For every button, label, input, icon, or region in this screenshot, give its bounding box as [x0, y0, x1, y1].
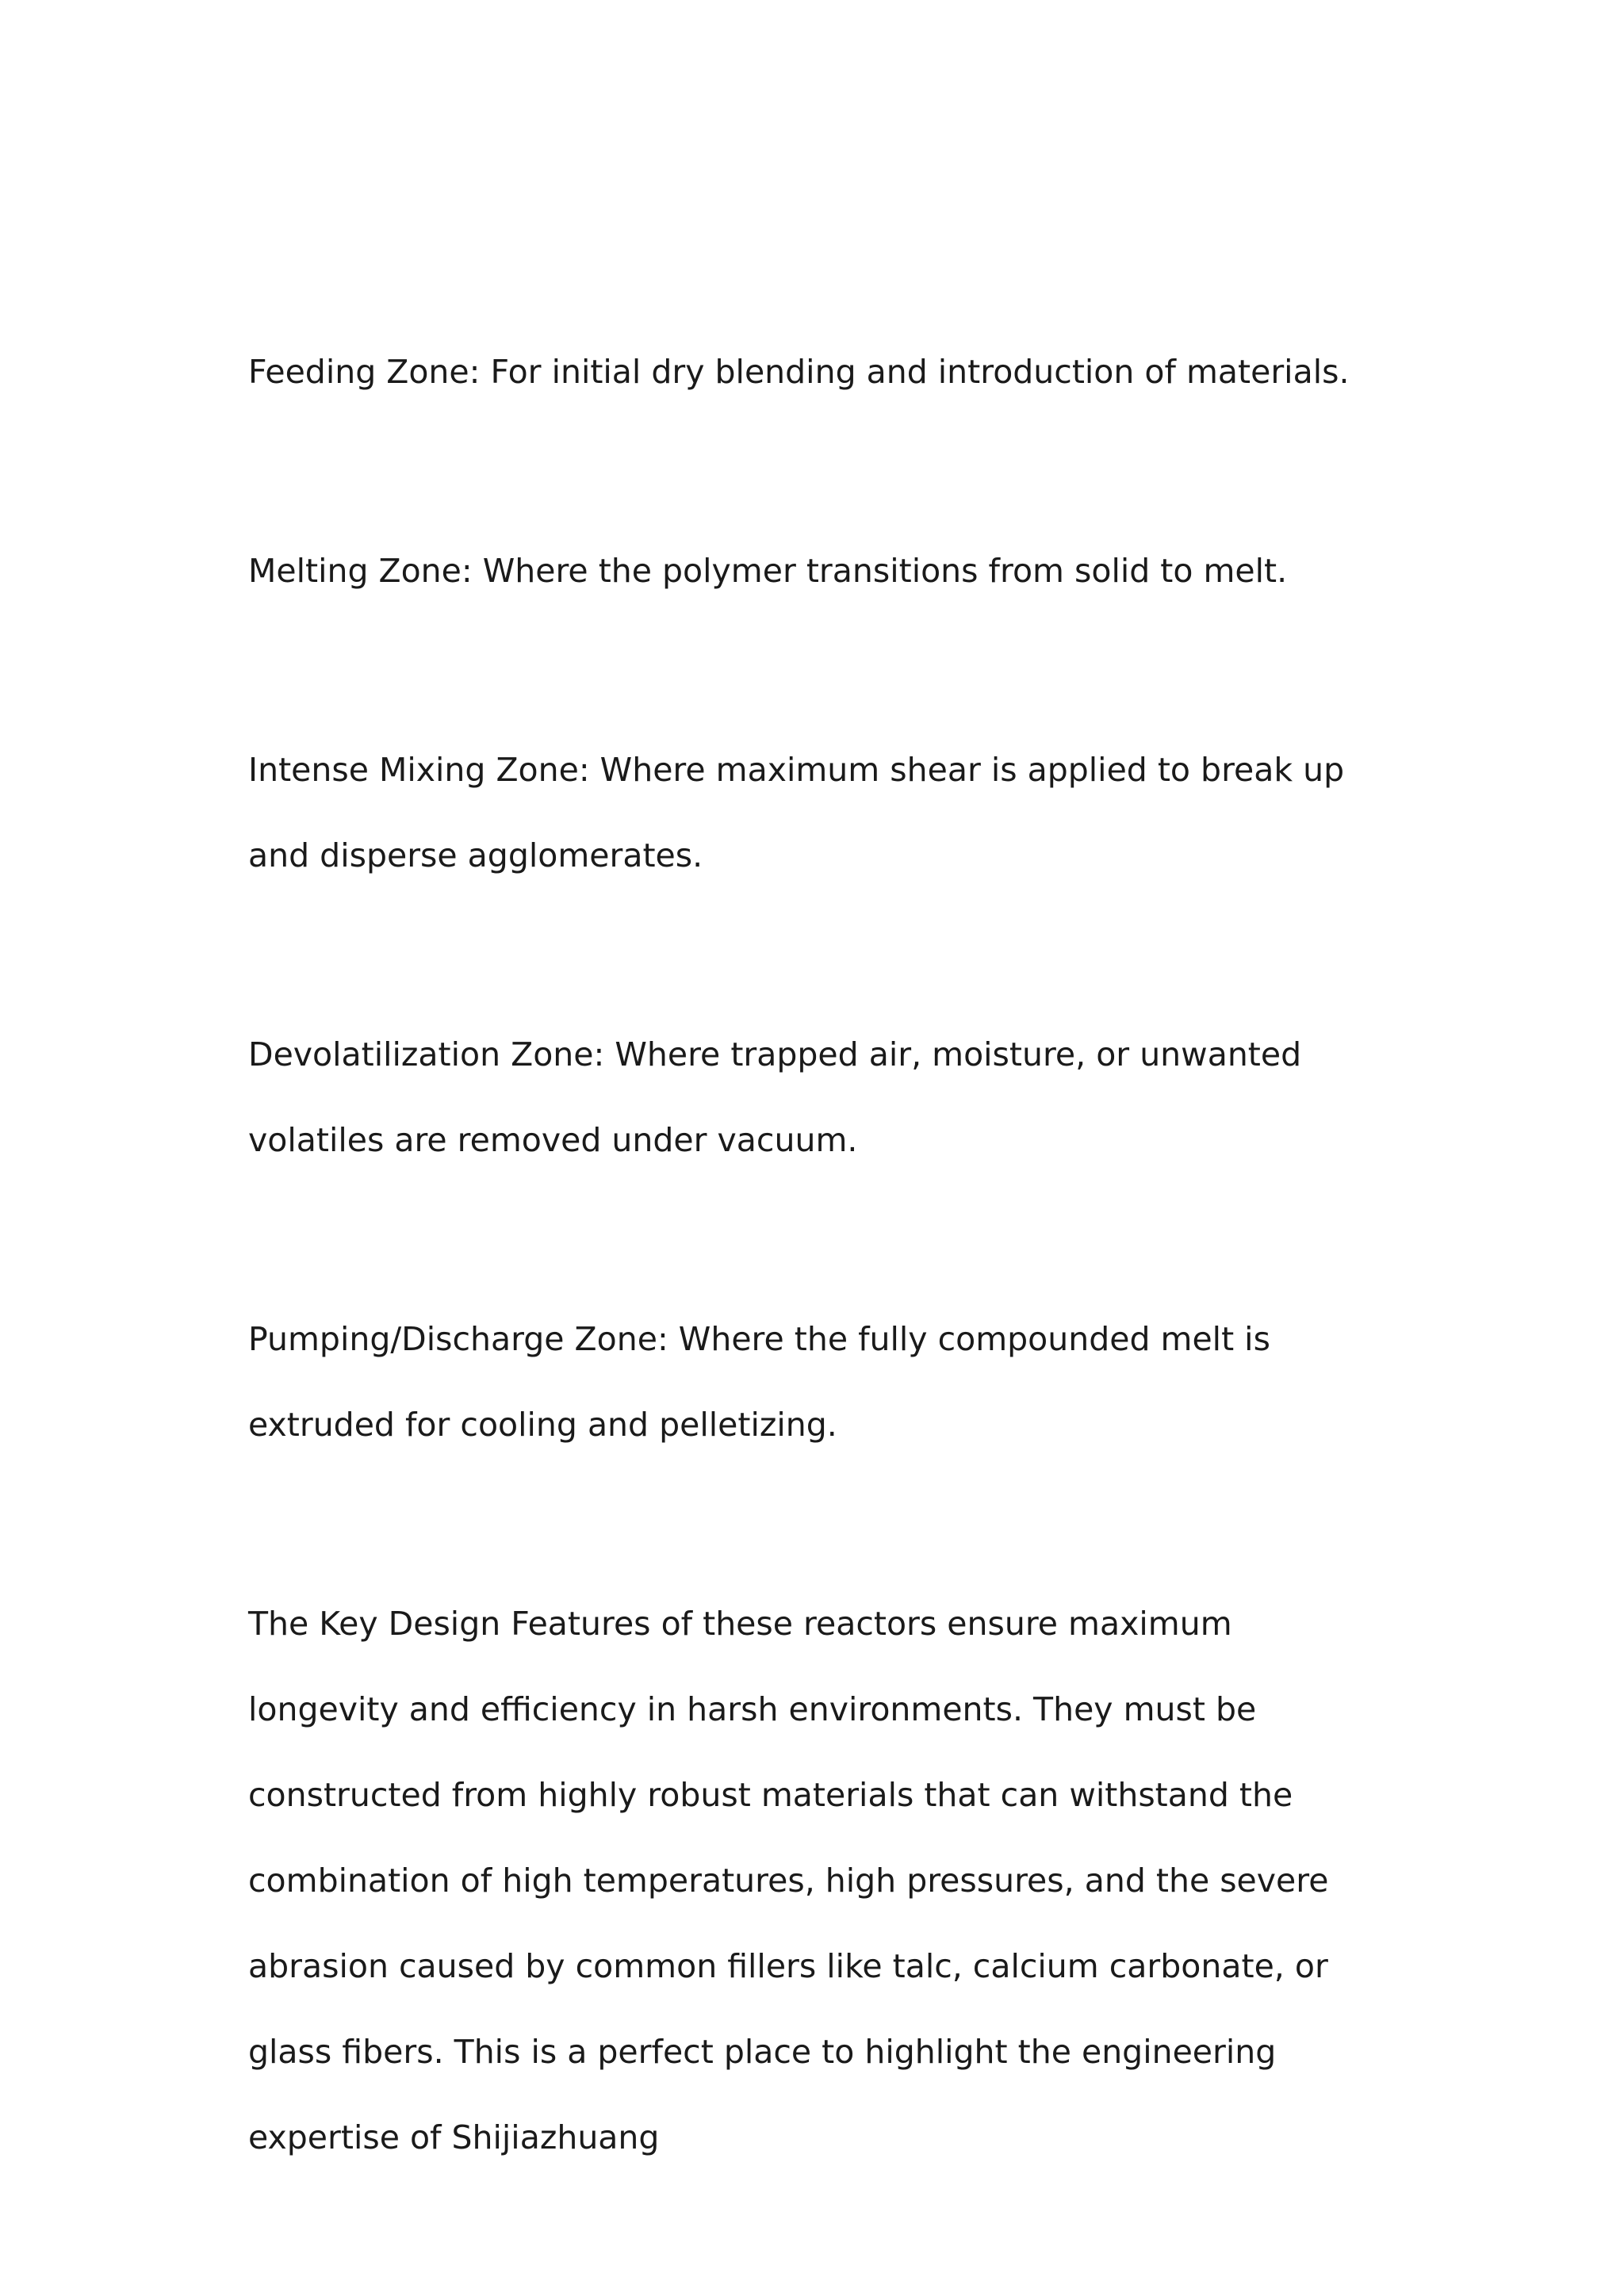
- paragraph-devolatilization-zone: Devolatilization Zone: Where trapped air, moisture, or unwanted volatiles are removed under vacuum.: [248, 1035, 1302, 1159]
- paragraph-melting-zone: Melting Zone: Where the polymer transitions from solid to melt.: [248, 552, 1288, 590]
- paragraph-pumping-discharge-zone: Pumping/Discharge Zone: Where the fully compounded melt is extruded for cooling and pelletizing.: [248, 1320, 1270, 1444]
- paragraph-intense-mixing-zone: Intense Mixing Zone: Where maximum shear is applied to break up and disperse agglomerates.: [248, 751, 1345, 874]
- paragraph-key-design-features: The Key Design Features of these reactors ensure maximum longevity and efficiency in harsh environments. They must be constructed from highly robust materials that can withstand the combination of high temperatures, high pressures, and the severe abrasion caused by common fillers like talc, calcium carbonate, or glass fibers. This is a perfect place to highlight the engineering expertise of Shijiazhuang: [248, 1605, 1329, 2156]
- document-body: [248, 329, 1390, 2180]
- paragraph-feeding-zone: Feeding Zone: For initial dry blending and introduction of materials.: [248, 353, 1350, 391]
